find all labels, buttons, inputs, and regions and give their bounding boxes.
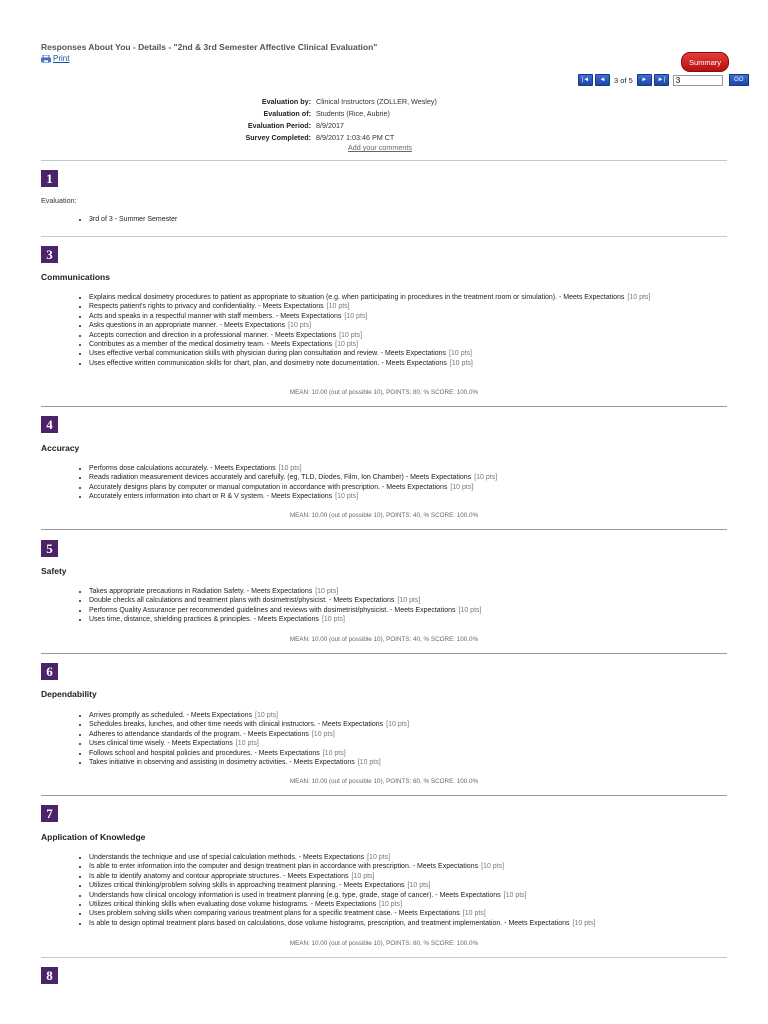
section-score: MEAN: 10.00 (out of possible 10), POINTS: 60, % SCORE: 100.0%	[289, 778, 479, 785]
page-indicator: 3 of 5	[614, 75, 633, 85]
list-item: • Reads radiation measurement devices accurately and carefully. (eg, TLD, Diodes, Film, Ion Chamber) - Meets Expectations [10 pts]	[89, 473, 689, 482]
list-item: • Accurately enters information into chart or R & V system. - Meets Expectations [10 pts]	[89, 492, 689, 501]
evaluation-by-label: Evaluation by:	[261, 97, 311, 106]
list-item: • Contributes as a member of the medical dosimetry team. - Meets Expectations [10 pts]	[89, 340, 689, 349]
list-item: • Understands how clinical oncology information is used in treatment planning (e.g. type, grade, stage of cancer). - Meets Expectations [10 pts]	[89, 891, 689, 900]
list-item: • Takes appropriate precautions in Radiation Safety. - Meets Expectations [10 pts]	[89, 587, 689, 596]
divider	[41, 406, 727, 407]
list-item: • Utilizes critical thinking skills when evaluating dose volume histograms. - Meets Expectations [10 pts]	[89, 900, 689, 909]
evaluation-of-label: Evaluation of:	[263, 109, 311, 118]
prev-page-button[interactable]: ◄	[595, 74, 610, 86]
last-page-button[interactable]: ►|	[654, 74, 669, 86]
criteria-list	[78, 464, 689, 502]
list-item: • Accurately designs plans by computer or manual computation in accordance with prescription. - Meets Expectations [10 pts]	[89, 483, 689, 492]
list-item: • Respects patient's rights to privacy and confidentiality. - Meets Expectations [10 pts]	[89, 302, 689, 311]
list-item: • Uses clinical time wisely. - Meets Expectations [10 pts]	[89, 739, 689, 748]
list-item: • Follows school and hospital policies and procedures. - Meets Expectations [10 pts]	[89, 749, 689, 758]
list-item: • Acts and speaks in a respectful manner with staff members. - Meets Expectations [10 pts]	[89, 312, 689, 321]
list-item: • Performs Quality Assurance per recommended guidelines and reviews with dosimetrist/physicist. - Meets Expectations [10 pts]	[89, 606, 689, 615]
evaluation-label: Evaluation:	[41, 196, 77, 205]
list-item: • Adheres to attendance standards of the program. - Meets Expectations [10 pts]	[89, 730, 689, 739]
list-item: • Utilizes critical thinking/problem solving skills in approaching treatment planning. - Meets Expectations [10 pts]	[89, 881, 689, 890]
evaluation-list	[78, 215, 689, 224]
evaluation-meta	[200, 96, 437, 144]
page-number-input[interactable]	[673, 75, 723, 86]
section-title: Communications	[41, 272, 110, 282]
section-score: MEAN: 10.00 (out of possible 10), POINTS: 40, % SCORE: 100.0%	[289, 636, 479, 643]
criteria-list	[78, 853, 689, 928]
list-item: • 3rd of 3 - Summer Semester	[89, 215, 689, 224]
list-item: • Uses effective verbal communication skills with physician during plan consultation and review. - Meets Expectations [10 pts]	[89, 349, 689, 358]
section-score: MEAN: 10.00 (out of possible 10), POINTS: 80, % SCORE: 100.0%	[289, 389, 479, 396]
go-button[interactable]: GO	[729, 74, 749, 86]
section-title: Safety	[41, 566, 67, 576]
pager	[578, 74, 749, 86]
list-item: • Is able to identify anatomy and contour appropriate structures. - Meets Expectations [10 pts]	[89, 872, 689, 881]
divider	[41, 653, 727, 654]
question-number-badge: 4	[41, 416, 58, 433]
divider	[41, 160, 727, 161]
summary-button[interactable]: Summary	[681, 52, 729, 72]
list-item: • Explains medical dosimetry procedures to patient as appropriate to situation (e.g. when participating in procedures in the treatment room or simulation). - Meets Expectations [10 pts]	[89, 293, 689, 302]
first-page-button[interactable]: |◄	[578, 74, 593, 86]
print-label: Print	[53, 54, 70, 63]
question-number-badge: 6	[41, 663, 58, 680]
question-number-badge: 7	[41, 805, 58, 822]
evaluation-by-value: Clinical Instructors (ZOLLER, Wesley)	[316, 97, 437, 106]
page-title: Responses About You - Details - "2nd & 3rd Semester Affective Clinical Evaluation"	[41, 42, 378, 52]
next-page-button[interactable]: ►	[637, 74, 652, 86]
criteria-list	[78, 587, 689, 625]
section-score: MEAN: 10.00 (out of possible 10), POINTS: 80, % SCORE: 100.0%	[289, 940, 479, 947]
section-score: MEAN: 10.00 (out of possible 10), POINTS: 40, % SCORE: 100.0%	[289, 512, 479, 519]
question-number-badge: 3	[41, 246, 58, 263]
question-number-badge: 1	[41, 170, 58, 187]
list-item: • Is able to design optimal treatment plans based on calculations, dose volume histograms, prescription, and treatment implementation. - Meets Expectations [10 pts]	[89, 919, 689, 928]
survey-completed-value: 8/9/2017 1:03:46 PM CT	[316, 133, 395, 142]
list-item: • Performs dose calculations accurately. - Meets Expectations [10 pts]	[89, 464, 689, 473]
list-item: • Uses problem solving skills when comparing various treatment plans for a specific treatment case. - Meets Expectations [10 pts]	[89, 909, 689, 918]
divider	[41, 795, 727, 796]
list-item: • Double checks all calculations and treatment plans with dosimetrist/physicist. - Meets Expectations [10 pts]	[89, 596, 689, 605]
list-item: • Asks questions in an appropriate manner. - Meets Expectations [10 pts]	[89, 321, 689, 330]
add-comments-link[interactable]: Add your comments	[348, 143, 412, 152]
evaluation-period-label: Evaluation Period:	[247, 121, 311, 130]
evaluation-of-value: Students (Rice, Aubrie)	[316, 109, 390, 118]
section-title: Dependability	[41, 689, 97, 699]
divider	[41, 236, 727, 237]
criteria-list	[78, 293, 689, 368]
section-title: Application of Knowledge	[41, 832, 146, 842]
divider	[41, 529, 727, 530]
printer-icon	[41, 55, 51, 63]
list-item: • Accepts correction and direction in a professional manner. - Meets Expectations [10 pts]	[89, 331, 689, 340]
question-number-badge: 8	[41, 967, 58, 984]
list-item: • Is able to enter information into the computer and design treatment plan in accordance with prescription. - Meets Expectations [10 pts]	[89, 862, 689, 871]
question-number-badge: 5	[41, 540, 58, 557]
print-link[interactable]	[41, 54, 69, 63]
criteria-list	[78, 711, 689, 767]
divider	[41, 957, 727, 958]
list-item: • Schedules breaks, lunches, and other time needs with clinical instructors. - Meets Expectations [10 pts]	[89, 720, 689, 729]
survey-completed-label: Survey Completed:	[245, 133, 311, 142]
section-title: Accuracy	[41, 443, 80, 453]
list-item: • Uses time, distance, shielding practices & principles. - Meets Expectations [10 pts]	[89, 615, 689, 624]
list-item: • Takes initiative in observing and assisting in dosimetry activities. - Meets Expectations [10 pts]	[89, 758, 689, 767]
evaluation-period-value: 8/9/2017	[316, 121, 344, 130]
list-item: • Uses effective written communication skills for chart, plan, and dosimetry note documentation. - Meets Expectations [10 pts]	[89, 359, 689, 368]
list-item: • Understands the technique and use of special calculation methods. - Meets Expectations [10 pts]	[89, 853, 689, 862]
list-item: • Arrives promptly as scheduled. - Meets Expectations [10 pts]	[89, 711, 689, 720]
